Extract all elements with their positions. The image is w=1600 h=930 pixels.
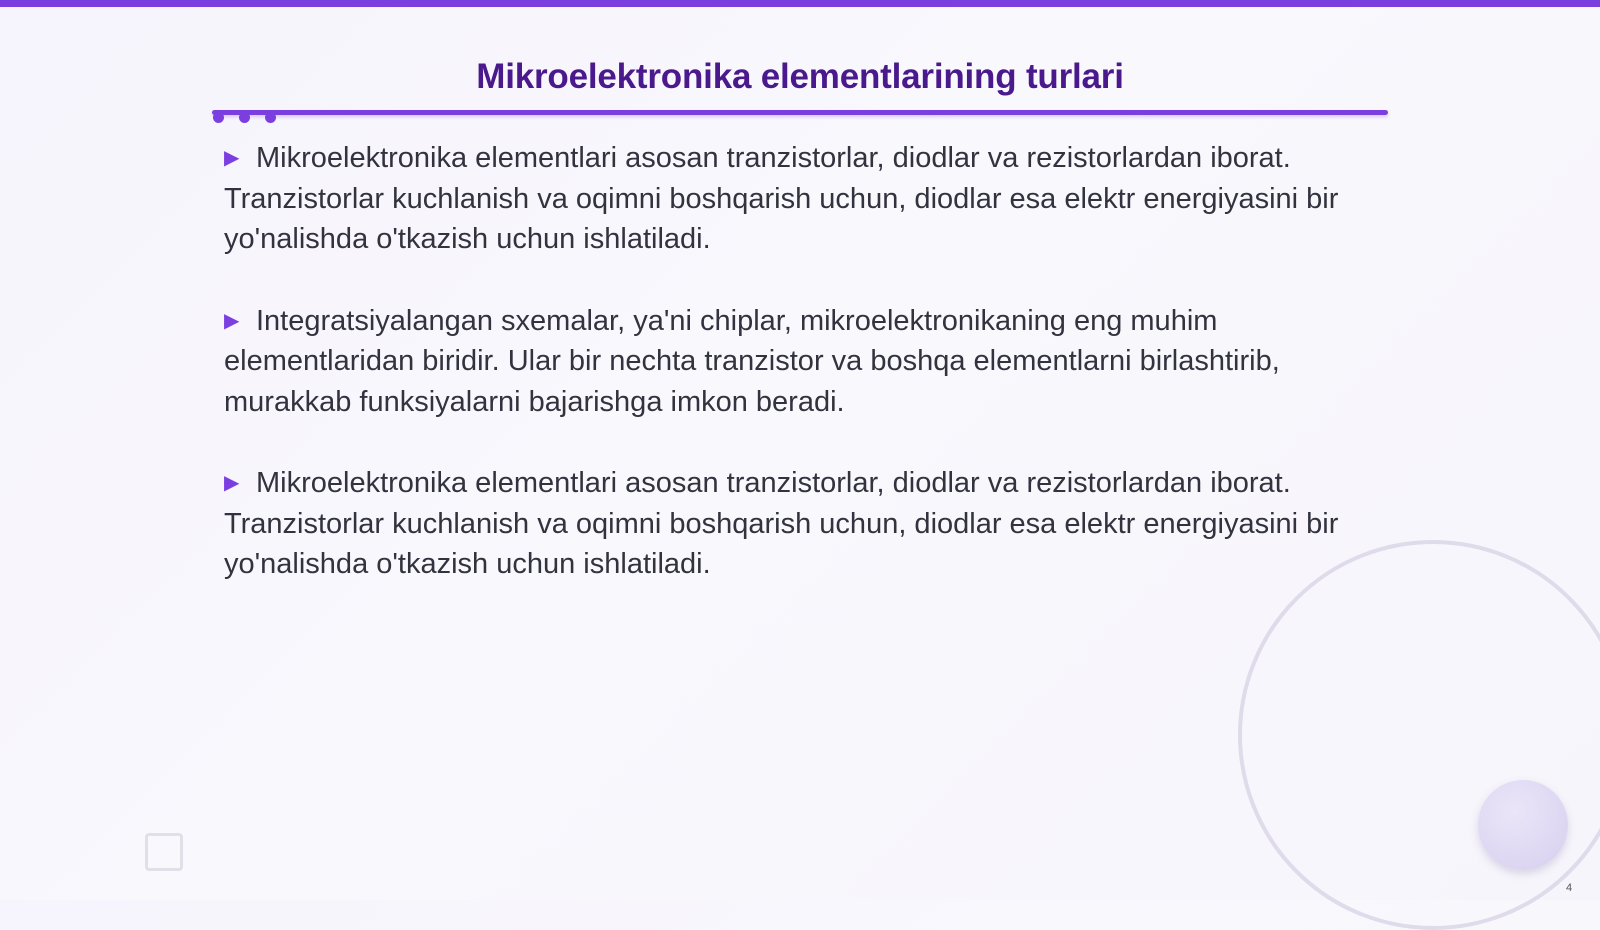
decorative-dot — [239, 112, 250, 123]
title-underline — [212, 110, 1388, 115]
triangle-right-icon: ▶ — [224, 472, 240, 494]
bullet-list — [224, 138, 1384, 626]
slide-title: Mikroelektronika elementlarining turlari — [476, 57, 1124, 96]
decorative-dot — [265, 112, 276, 123]
decorative-circle-filled — [1478, 780, 1568, 870]
triangle-right-icon: ▶ — [224, 309, 240, 332]
bullet-item — [224, 301, 1384, 423]
bullet-text: Mikroelektronika elementlari asosan tranzistorlar, diodlar va rezistorlardan iborat. Tranzistorlar kuchlanish va oqimni boshqarish uchun, diodlar esa elektr energiyasini bir yo'nalishda o'tkazish uchun ishlatiladi. — [224, 467, 1339, 580]
bullet-text: Integratsiyalangan sxemalar, ya'ni chiplar, mikroelektronikaning eng muhim elementlaridan biridir. Ular bir nechta tranzistor va boshqa elementlarni birlashtirib, murakkab funksiyalarni bajarishga imkon beradi. — [224, 304, 1280, 418]
top-accent-bar — [0, 0, 1600, 7]
bullet-text: Mikroelektronika elementlari asosan tranzistorlar, diodlar va rezistorlardan iborat. Tranzistorlar kuchlanish va oqimni boshqarish uchun, diodlar esa elektr energiyasini bir yo'nalishda o'tkazish uchun ishlatiladi. — [224, 142, 1339, 255]
decorative-square-outline — [145, 833, 183, 871]
bullet-item — [224, 463, 1384, 585]
decorative-circle-outline — [1238, 540, 1600, 930]
page-number: 4 — [1566, 882, 1573, 894]
triangle-right-icon: ▶ — [224, 147, 240, 169]
decorative-dot — [213, 112, 224, 123]
bullet-item — [224, 138, 1384, 260]
